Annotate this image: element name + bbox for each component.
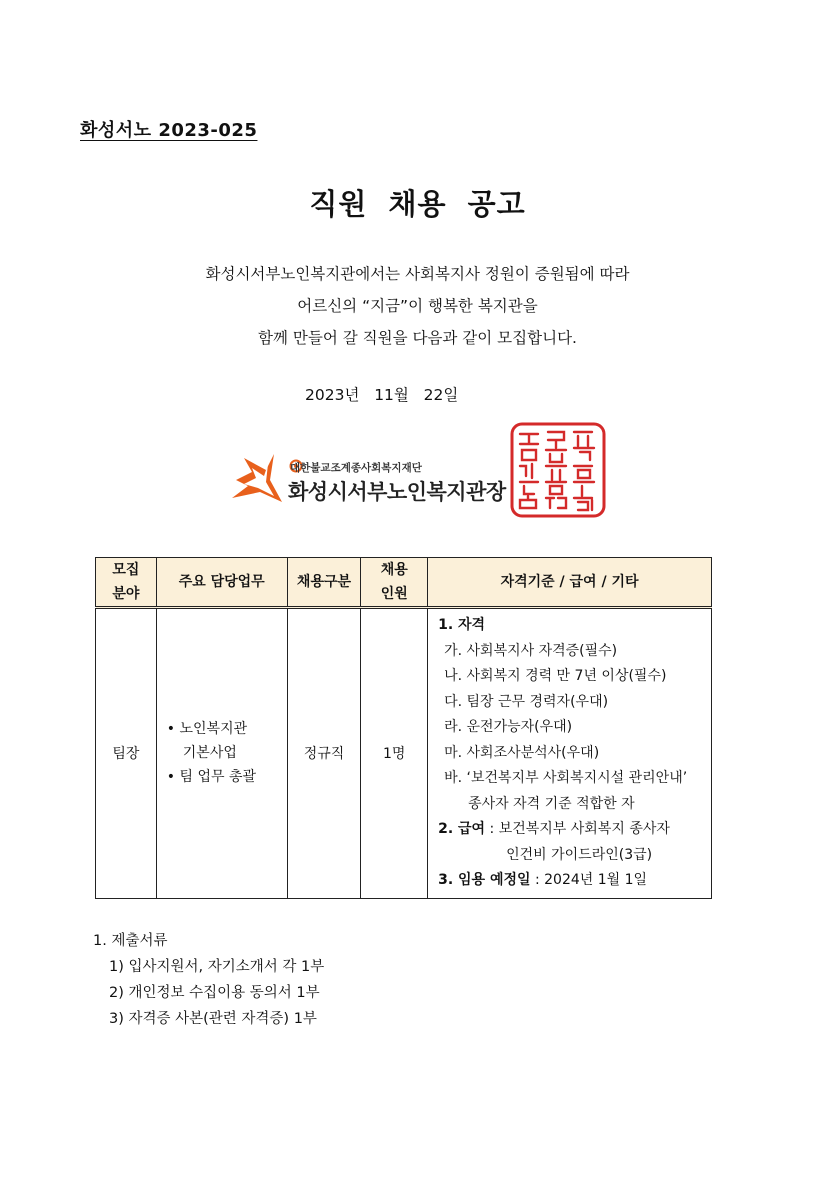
- intro-paragraph: [0, 258, 835, 354]
- cell-type: 정규직: [287, 608, 361, 899]
- document-item: 3) 자격증 사본(관련 자격증) 1부: [109, 1011, 317, 1027]
- cell-count: 1명: [361, 608, 428, 899]
- qual-item: 가. 사회복지사 자격증(필수): [444, 642, 618, 659]
- qual-item: 나. 사회복지 경력 만 7년 이상(필수): [444, 668, 667, 684]
- foundation-name: 대한불교조계종사회복지재단: [290, 462, 422, 474]
- duty-item-continued: 기본사업: [182, 745, 237, 762]
- duty-item: • 노인복지관: [166, 721, 248, 738]
- documents-heading: 1. 제출서류: [93, 933, 168, 949]
- cell-duties: [156, 608, 287, 899]
- recruitment-table: [95, 557, 712, 899]
- table-row: [96, 608, 712, 899]
- qual-item: 다. 팀장 근무 경력자(우대): [444, 693, 609, 710]
- salary-line: 2. 급여 : 보건복지부 사회복지 종사자: [438, 821, 670, 837]
- header-type: 채용구분: [287, 558, 361, 608]
- qual-item-continued: 종사자 자격 기준 적합한 자: [468, 795, 635, 812]
- duty-item: • 팀 업무 총괄: [166, 769, 257, 786]
- table-header-row: [96, 558, 712, 608]
- header-field: 모집 분야: [96, 558, 157, 608]
- cell-qualifications: [428, 608, 712, 899]
- intro-line: 어르신의 “지금”이 행복한 복지관을: [297, 297, 538, 315]
- official-seal-icon: [508, 420, 608, 520]
- organization-name: 화성시서부노인복지관장: [288, 480, 506, 504]
- announcement-date: 2023년 11월 22일: [305, 386, 459, 404]
- start-date-line: 3. 임용 예정일 : 2024년 1월 1일: [438, 872, 648, 888]
- cell-field: 팀장: [96, 608, 157, 899]
- header-qualifications: 자격기준 / 급여 / 기타: [428, 558, 712, 608]
- salary-line-continued: 인건비 가이드라인(3급): [506, 846, 653, 863]
- required-documents: [93, 928, 324, 1032]
- page-title: 직원 채용 공고: [309, 187, 526, 221]
- document-item: 1) 입사지원서, 자기소개서 각 1부: [109, 959, 325, 975]
- header-count: 채용 인원: [361, 558, 428, 608]
- qual-item: 마. 사회조사분석사(우대): [444, 744, 600, 761]
- document-number: 화성서노 2023-025: [80, 120, 258, 141]
- document-item: 2) 개인정보 수집이용 동의서 1부: [109, 985, 320, 1001]
- intro-line: 화성시서부노인복지관에서는 사회복지사 정원이 증원됨에 따라: [205, 265, 630, 283]
- header-duties: 주요 담당업무: [156, 558, 287, 608]
- qual-section-heading: 1. 자격: [438, 617, 486, 633]
- qual-item: 바. ‘보건복지부 사회복지시설 관리안내’: [444, 770, 688, 786]
- intro-line: 함께 만들어 갈 직원을 다음과 같이 모집합니다.: [258, 329, 577, 347]
- qual-item: 라. 운전가능자(우대): [444, 719, 573, 735]
